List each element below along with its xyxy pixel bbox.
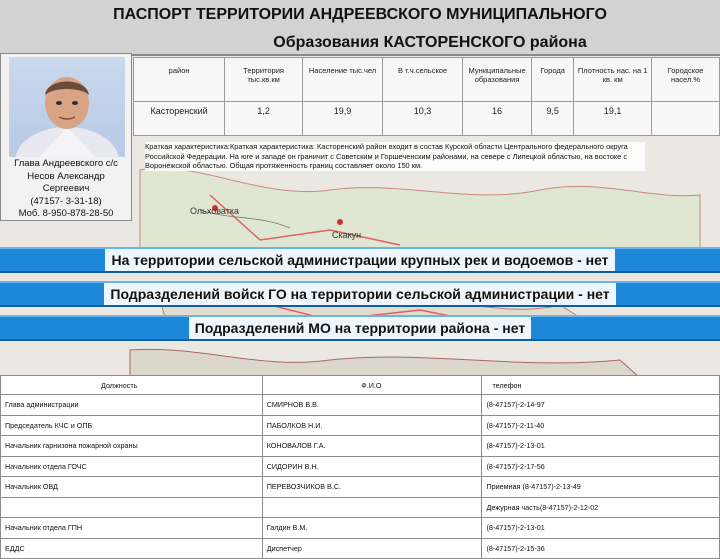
table-header-cell: Городское насел.% bbox=[652, 58, 720, 102]
table-cell: 19,1 bbox=[574, 102, 652, 136]
table-cell: Касторенский bbox=[134, 102, 225, 136]
contact-position: Начальник отдела ГПН bbox=[1, 518, 263, 539]
band-emergency bbox=[0, 315, 720, 341]
band-emergency-text: Подразделений МО на территории района - нет bbox=[189, 317, 531, 339]
table-header-cell: Муниципальные образования bbox=[463, 58, 532, 102]
table-header-row bbox=[134, 58, 720, 102]
table-row bbox=[134, 102, 720, 136]
table-row bbox=[1, 395, 720, 416]
table-row bbox=[1, 497, 720, 518]
contact-name bbox=[262, 497, 482, 518]
band-civil-defense-text: Подразделений войск ГО на территории сельской администрации - нет bbox=[104, 283, 615, 305]
contacts-header-phone: телефон bbox=[482, 376, 720, 395]
contact-phone: Дежурная часть(8-47157)-2-12-02 bbox=[482, 497, 720, 518]
contact-phone: (8-47157)-2-11-40 bbox=[482, 415, 720, 436]
page-subtitle: Образования КАСТОРЕНСКОГО района bbox=[273, 34, 587, 51]
contact-name: Галдин В.М. bbox=[262, 518, 482, 539]
contacts-header-name: Ф.И.О bbox=[262, 376, 482, 395]
contact-phone: (8-47157)-2-13-01 bbox=[482, 436, 720, 457]
table-header-cell: Население тыс.чел bbox=[303, 58, 383, 102]
band-rivers-text: На территории сельской администрации крупных рек и водоемов - нет bbox=[105, 249, 614, 271]
title-banner bbox=[0, 0, 720, 56]
contact-position: ЕДДС bbox=[1, 538, 263, 559]
table-row bbox=[1, 538, 720, 559]
contact-phone: (8-47157)-2-17-56 bbox=[482, 456, 720, 477]
table-header-cell: Города bbox=[532, 58, 574, 102]
map-label-olkhovatka: Ольховатка bbox=[190, 206, 239, 216]
contacts-header-row bbox=[1, 376, 720, 395]
contact-name: ПЕРЕВОЗЧИКОВ В.С. bbox=[262, 477, 482, 498]
head-portrait bbox=[9, 57, 125, 157]
table-cell: 19,9 bbox=[303, 102, 383, 136]
settlement-marker bbox=[337, 219, 343, 225]
table-row bbox=[1, 518, 720, 539]
head-caption bbox=[3, 158, 129, 221]
table-header-cell: В т.ч.сельское bbox=[383, 58, 463, 102]
contact-position bbox=[1, 497, 263, 518]
table-cell bbox=[652, 102, 720, 136]
table-header-cell: Территория тыс.кв.км bbox=[225, 58, 303, 102]
contact-position: Начальник ОВД bbox=[1, 477, 263, 498]
contact-name: СИДОРИН В.Н. bbox=[262, 456, 482, 477]
table-row bbox=[1, 415, 720, 436]
contact-name: СМИРНОВ В.В. bbox=[262, 395, 482, 416]
table-header-cell: Плотность нас. на 1 кв. км bbox=[574, 58, 652, 102]
head-surname: Несов Александр bbox=[27, 170, 105, 182]
head-title: Глава Андреевского с/с bbox=[14, 158, 118, 169]
table-cell: 16 bbox=[463, 102, 532, 136]
table-cell: 10,3 bbox=[383, 102, 463, 136]
contact-phone: Приемная (8-47157)-2-13-49 bbox=[482, 477, 720, 498]
head-phone: (47157- 3-31-18) bbox=[30, 195, 102, 207]
district-description: Краткая характеристика:Краткая характеристика: Касторенский район входит в состав Курской области Центрального федерального округа Российской Федерации. На юге и западе он граничит с Советским и Горшеченским районами, на севере с Липецкой областью, на востоке с Воронежской областью. Общая протяженность границ составляет около 150 км. bbox=[145, 142, 645, 171]
contact-position: Начальник отдела ГОЧС bbox=[1, 456, 263, 477]
table-header-cell: район bbox=[134, 58, 225, 102]
head-mobile: Моб. 8-950-878-28-50 bbox=[18, 208, 114, 219]
contact-phone: (8-47157)-2-15-36 bbox=[482, 538, 720, 559]
band-civil-defense bbox=[0, 281, 720, 307]
band-rivers bbox=[0, 247, 720, 273]
contact-position: Председатель КЧС и ОПБ bbox=[1, 415, 263, 436]
contacts-header-position: Должность bbox=[1, 376, 263, 395]
contact-position: Начальник гарнизона пожарной охраны bbox=[1, 436, 263, 457]
contacts-table bbox=[0, 375, 720, 559]
table-row bbox=[1, 436, 720, 457]
page-title: ПАСПОРТ ТЕРРИТОРИИ АНДРЕЕВСКОГО МУНИЦИПАЛЬНОГО bbox=[113, 6, 607, 23]
contact-name: ПАБОЛКОВ Н.И. bbox=[262, 415, 482, 436]
head-patronymic: Сергеевич bbox=[42, 183, 90, 194]
table-cell: 9,5 bbox=[532, 102, 574, 136]
contact-phone: (8-47157)-2-13-01 bbox=[482, 518, 720, 539]
table-row bbox=[1, 477, 720, 498]
contact-position: Глава администрации bbox=[1, 395, 263, 416]
contact-name: КОНОВАЛОВ Г.А. bbox=[262, 436, 482, 457]
contact-phone: (8-47157)-2-14-97 bbox=[482, 395, 720, 416]
table-row bbox=[1, 456, 720, 477]
contact-name: Диспетчер bbox=[262, 538, 482, 559]
table-cell: 1,2 bbox=[225, 102, 303, 136]
map-label-skakun: Скакун bbox=[332, 230, 362, 240]
head-person-card bbox=[0, 53, 132, 221]
territory-table bbox=[133, 57, 720, 136]
